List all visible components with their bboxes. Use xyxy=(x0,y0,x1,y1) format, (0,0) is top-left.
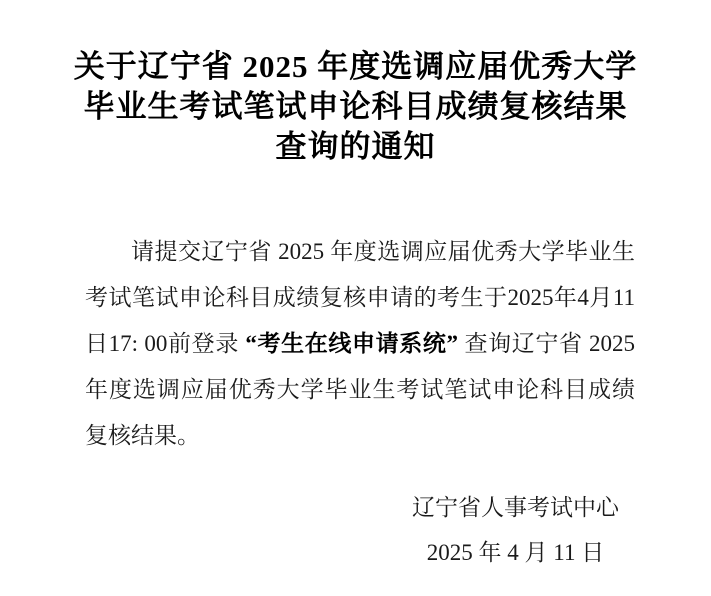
notice-body-paragraph xyxy=(85,229,635,459)
title-line-3: 查询的通知 xyxy=(275,129,436,164)
body-text-lead: 请提交辽宁省 2025 年度选调应届优秀大学毕业生考试笔试申论科目成绩复核申请的考生于2025年4月11日17: 00前登录 xyxy=(85,239,635,356)
signature-block xyxy=(320,485,711,575)
signature-org: 辽宁省人事考试中心 xyxy=(412,495,619,520)
title-line-2: 毕业生考试笔试申论科目成绩复核结果 xyxy=(83,89,628,124)
signature-date: 2025 年 4 月 11 日 xyxy=(426,540,605,565)
system-name-highlight: “考生在线申请系统” xyxy=(245,331,459,356)
notice-title xyxy=(0,0,711,167)
body-text-tail: 查询辽宁省 2025 年度选调应届优秀大学毕业生考试笔试申论科目成绩复核结果。 xyxy=(85,331,636,448)
title-line-1: 关于辽宁省 2025 年度选调应届优秀大学 xyxy=(73,49,638,84)
